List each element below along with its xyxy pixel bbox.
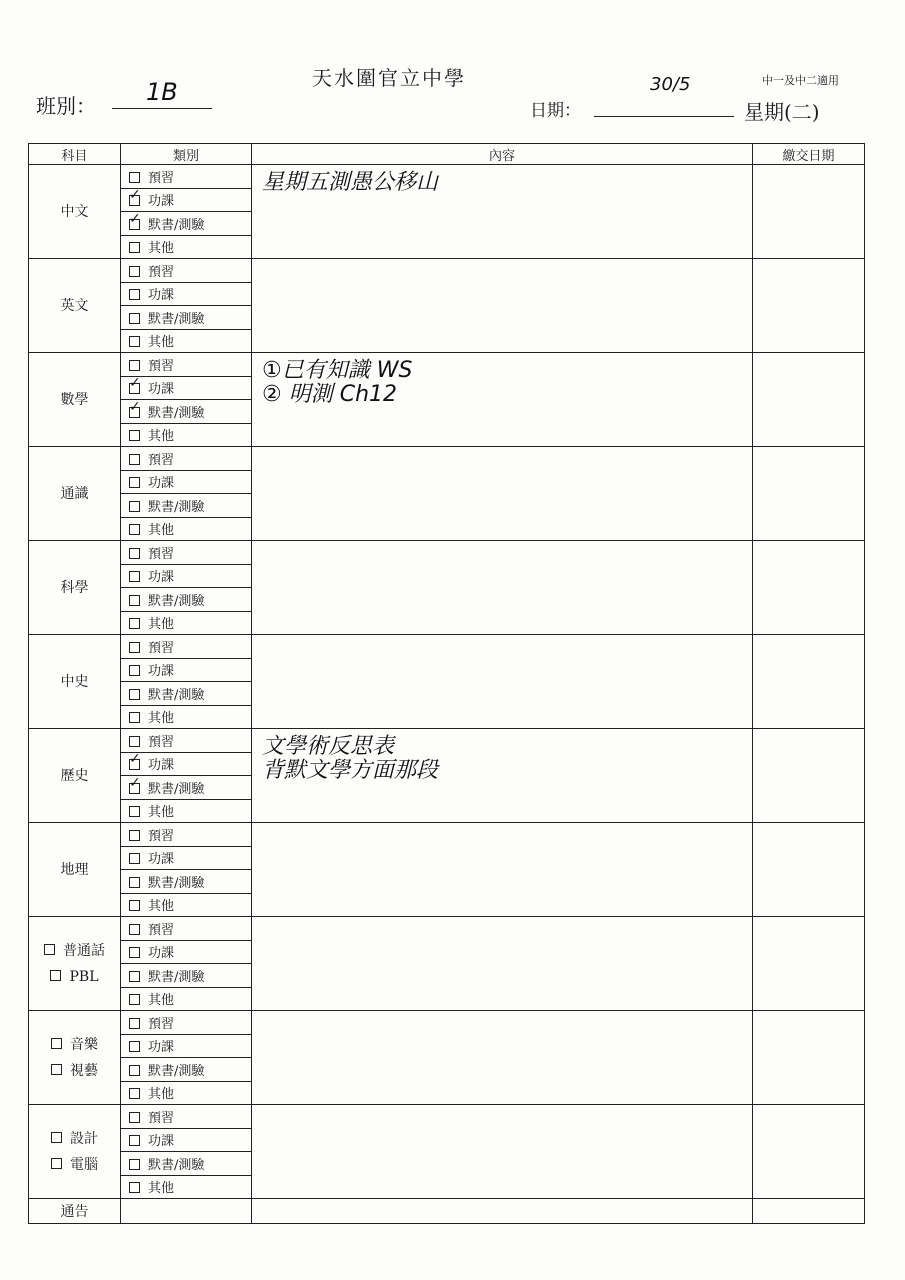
subject-name bbox=[29, 1126, 120, 1152]
content-cell[interactable] bbox=[252, 823, 753, 917]
category-item[interactable] bbox=[121, 470, 252, 494]
category-item[interactable] bbox=[121, 799, 252, 823]
category-label: 功課 bbox=[148, 194, 175, 210]
checkbox[interactable] bbox=[129, 1112, 140, 1123]
category-item[interactable] bbox=[121, 776, 252, 800]
category-label: 預習 bbox=[148, 734, 175, 750]
category-item[interactable] bbox=[121, 1034, 252, 1058]
checkbox[interactable] bbox=[129, 712, 140, 723]
category-label: 其他 bbox=[148, 617, 175, 633]
checkbox[interactable] bbox=[129, 524, 140, 535]
due-date-cell[interactable] bbox=[753, 1011, 865, 1105]
subject-label: 通識 bbox=[60, 485, 89, 502]
category-label: 功課 bbox=[148, 1040, 175, 1056]
checkbox[interactable] bbox=[129, 947, 140, 958]
subject-name bbox=[29, 857, 120, 883]
category-item[interactable] bbox=[121, 635, 252, 659]
category-item[interactable] bbox=[121, 1128, 252, 1152]
subject-label: 數學 bbox=[60, 391, 89, 408]
notice-cell[interactable] bbox=[121, 1199, 252, 1224]
school-name: 天水圍官立中學 bbox=[312, 66, 466, 90]
checkbox[interactable] bbox=[129, 1159, 140, 1170]
handwritten-notes bbox=[252, 823, 752, 835]
subject-name bbox=[29, 1032, 120, 1058]
checkbox[interactable] bbox=[129, 430, 140, 441]
category-label: 其他 bbox=[148, 711, 175, 727]
content-cell[interactable] bbox=[252, 1011, 753, 1105]
due-date-cell[interactable] bbox=[753, 259, 865, 353]
checkbox[interactable] bbox=[129, 642, 140, 653]
notice-label: 通告 bbox=[29, 1199, 121, 1224]
checkbox[interactable] bbox=[129, 1182, 140, 1193]
class-value: 1B bbox=[146, 78, 178, 106]
subject-name bbox=[29, 669, 120, 695]
category-label: 功課 bbox=[148, 758, 175, 774]
handwritten-notes bbox=[252, 1011, 752, 1023]
category-item[interactable] bbox=[121, 564, 252, 588]
checkbox[interactable] bbox=[129, 1065, 140, 1076]
category-item[interactable] bbox=[121, 1058, 252, 1082]
category-item[interactable] bbox=[121, 658, 252, 682]
table-row bbox=[29, 541, 865, 565]
note-line: ② 明測 Ch12 bbox=[262, 382, 398, 407]
checkbox[interactable] bbox=[129, 289, 140, 300]
subject-label: PBL bbox=[69, 968, 99, 985]
col-content: 內容 bbox=[252, 144, 753, 165]
category-item[interactable] bbox=[121, 259, 252, 283]
checkbox[interactable] bbox=[129, 830, 140, 841]
col-subject: 科目 bbox=[29, 144, 121, 165]
date-value: 30/5 bbox=[650, 74, 691, 95]
category-item[interactable] bbox=[121, 964, 252, 988]
category-label: 功課 bbox=[148, 852, 175, 868]
category-item[interactable] bbox=[121, 306, 252, 330]
category-label: 其他 bbox=[148, 1181, 175, 1197]
subject-name bbox=[29, 1152, 120, 1178]
category-label: 其他 bbox=[148, 899, 175, 915]
checked-checkbox[interactable] bbox=[129, 407, 140, 418]
category-label: 預習 bbox=[148, 358, 175, 374]
handwritten-notes bbox=[252, 259, 752, 271]
category-item[interactable] bbox=[121, 1175, 252, 1199]
due-date-cell[interactable] bbox=[753, 541, 865, 635]
usage-note: 中一及中二適用 bbox=[762, 74, 839, 87]
subject-checkbox[interactable] bbox=[51, 1132, 62, 1143]
subject-label: 地理 bbox=[60, 861, 89, 878]
weekday: 星期(二) bbox=[744, 100, 820, 124]
checkbox[interactable] bbox=[129, 571, 140, 582]
checkbox[interactable] bbox=[129, 172, 140, 183]
table-row bbox=[29, 165, 865, 189]
category-label: 預習 bbox=[148, 1110, 175, 1126]
category-item[interactable] bbox=[121, 870, 252, 894]
category-item[interactable] bbox=[121, 1152, 252, 1176]
category-item[interactable] bbox=[121, 987, 252, 1011]
due-date-cell[interactable] bbox=[753, 917, 865, 1011]
checkbox[interactable] bbox=[129, 360, 140, 371]
checked-checkbox[interactable] bbox=[129, 195, 140, 206]
checkbox[interactable] bbox=[129, 853, 140, 864]
checkbox[interactable] bbox=[129, 336, 140, 347]
category-item[interactable] bbox=[121, 494, 252, 518]
handwritten-notes bbox=[252, 1105, 752, 1117]
category-label: 功課 bbox=[148, 1134, 175, 1150]
note-line: 文學術反思表 bbox=[262, 734, 395, 759]
subject-label: 英文 bbox=[60, 297, 89, 314]
subject-cell bbox=[29, 635, 121, 729]
category-item[interactable] bbox=[121, 1081, 252, 1105]
subject-cell bbox=[29, 1105, 121, 1199]
handwritten-notes bbox=[252, 165, 752, 201]
handwritten-notes bbox=[252, 729, 752, 789]
category-label: 默書/測驗 bbox=[148, 593, 205, 609]
category-item[interactable] bbox=[121, 447, 252, 471]
category-item[interactable] bbox=[121, 282, 252, 306]
class-field[interactable] bbox=[112, 78, 212, 109]
subject-checkbox[interactable] bbox=[50, 970, 61, 981]
category-label: 默書/測驗 bbox=[148, 1157, 205, 1173]
subject-label: 設計 bbox=[70, 1130, 98, 1147]
table-row bbox=[29, 635, 865, 659]
category-label: 功課 bbox=[148, 382, 175, 398]
due-date-cell[interactable] bbox=[753, 353, 865, 447]
checked-checkbox[interactable] bbox=[129, 783, 140, 794]
subject-label: 音樂 bbox=[70, 1036, 98, 1053]
category-label: 其他 bbox=[148, 335, 175, 351]
table-row bbox=[29, 447, 865, 471]
due-date-cell[interactable] bbox=[753, 729, 865, 823]
category-label: 預習 bbox=[148, 828, 175, 844]
checkbox[interactable] bbox=[129, 242, 140, 253]
content-cell[interactable] bbox=[252, 1105, 753, 1199]
date-field[interactable] bbox=[594, 74, 734, 117]
category-item[interactable] bbox=[121, 235, 252, 259]
checkbox[interactable] bbox=[129, 477, 140, 488]
due-date-cell[interactable] bbox=[753, 635, 865, 729]
category-label: 其他 bbox=[148, 241, 175, 257]
checkbox[interactable] bbox=[129, 689, 140, 700]
notice-due[interactable] bbox=[753, 1199, 865, 1224]
category-label: 功課 bbox=[148, 288, 175, 304]
handwritten-notes bbox=[252, 353, 752, 413]
table-row bbox=[29, 259, 865, 283]
subject-name bbox=[29, 293, 120, 319]
category-label: 默書/測驗 bbox=[148, 1063, 205, 1079]
handwritten-notes bbox=[252, 917, 752, 929]
category-label: 默書/測驗 bbox=[148, 405, 205, 421]
category-item[interactable] bbox=[121, 752, 252, 776]
subject-label: 科學 bbox=[60, 579, 89, 596]
col-due: 繳交日期 bbox=[753, 144, 865, 165]
checked-checkbox[interactable] bbox=[129, 383, 140, 394]
category-label: 功課 bbox=[148, 946, 175, 962]
checkbox[interactable] bbox=[129, 313, 140, 324]
category-item[interactable] bbox=[121, 212, 252, 236]
subject-checkbox[interactable] bbox=[51, 1038, 62, 1049]
handwritten-notes bbox=[252, 447, 752, 459]
subject-label: 普通話 bbox=[63, 942, 105, 959]
content-cell[interactable] bbox=[252, 729, 753, 823]
subject-checkbox[interactable] bbox=[51, 1158, 62, 1169]
subject-name bbox=[29, 763, 120, 789]
content-cell[interactable] bbox=[252, 165, 753, 259]
subject-cell bbox=[29, 729, 121, 823]
category-label: 預習 bbox=[148, 264, 175, 280]
subject-label: 視藝 bbox=[70, 1062, 98, 1079]
category-label: 功課 bbox=[148, 570, 175, 586]
category-item[interactable] bbox=[121, 423, 252, 447]
category-label: 默書/測驗 bbox=[148, 875, 205, 891]
subject-name bbox=[29, 387, 120, 413]
subject-cell bbox=[29, 447, 121, 541]
checkbox[interactable] bbox=[129, 548, 140, 559]
checkbox[interactable] bbox=[129, 924, 140, 935]
subject-name bbox=[29, 1058, 120, 1084]
note-line: 星期五測愚公移山 bbox=[262, 170, 439, 195]
category-label: 預習 bbox=[148, 452, 175, 468]
subject-name bbox=[29, 575, 120, 601]
category-label: 其他 bbox=[148, 523, 175, 539]
checkbox[interactable] bbox=[129, 1041, 140, 1052]
due-date-cell[interactable] bbox=[753, 447, 865, 541]
checkbox[interactable] bbox=[129, 454, 140, 465]
subject-name bbox=[29, 938, 120, 964]
category-label: 預習 bbox=[148, 1016, 175, 1032]
subject-label: 歷史 bbox=[60, 767, 89, 784]
subject-cell bbox=[29, 917, 121, 1011]
category-label: 其他 bbox=[148, 993, 175, 1009]
category-item[interactable] bbox=[121, 682, 252, 706]
category-label: 預習 bbox=[148, 170, 175, 186]
subject-cell bbox=[29, 259, 121, 353]
checkbox[interactable] bbox=[129, 595, 140, 606]
category-label: 其他 bbox=[148, 429, 175, 445]
subject-label: 中文 bbox=[60, 203, 89, 220]
checkbox[interactable] bbox=[129, 900, 140, 911]
category-label: 默書/測驗 bbox=[148, 311, 205, 327]
col-category: 類別 bbox=[121, 144, 252, 165]
category-item[interactable] bbox=[121, 893, 252, 917]
class-label: 班別： bbox=[36, 94, 96, 118]
handwritten-notes bbox=[252, 635, 752, 647]
checkbox[interactable] bbox=[129, 806, 140, 817]
handwritten-notes bbox=[252, 541, 752, 553]
category-label: 功課 bbox=[148, 664, 175, 680]
table-row bbox=[29, 1105, 865, 1129]
checkbox[interactable] bbox=[129, 665, 140, 676]
category-item[interactable] bbox=[121, 940, 252, 964]
category-item[interactable] bbox=[121, 1105, 252, 1129]
checkbox[interactable] bbox=[129, 1088, 140, 1099]
category-item[interactable] bbox=[121, 729, 252, 753]
table-row bbox=[29, 353, 865, 377]
homework-table bbox=[28, 143, 865, 1224]
category-label: 其他 bbox=[148, 1087, 175, 1103]
category-item[interactable] bbox=[121, 517, 252, 541]
category-item[interactable] bbox=[121, 705, 252, 729]
checkbox[interactable] bbox=[129, 971, 140, 982]
note-line: 背默文學方面那段 bbox=[262, 758, 439, 783]
category-label: 默書/測驗 bbox=[148, 499, 205, 515]
category-item[interactable] bbox=[121, 611, 252, 635]
subject-name bbox=[29, 481, 120, 507]
date-label: 日期： bbox=[530, 101, 581, 121]
category-item[interactable] bbox=[121, 353, 252, 377]
subject-name bbox=[29, 964, 120, 990]
checkbox[interactable] bbox=[129, 266, 140, 277]
category-label: 默書/測驗 bbox=[148, 969, 205, 985]
category-label: 默書/測驗 bbox=[148, 781, 205, 797]
category-label: 默書/測驗 bbox=[148, 687, 205, 703]
checkbox[interactable] bbox=[129, 501, 140, 512]
checkbox[interactable] bbox=[129, 1018, 140, 1029]
category-item[interactable] bbox=[121, 917, 252, 941]
subject-cell bbox=[29, 823, 121, 917]
subject-label: 電腦 bbox=[70, 1156, 98, 1173]
checkbox[interactable] bbox=[129, 1135, 140, 1146]
table-row bbox=[29, 1011, 865, 1035]
content-cell[interactable] bbox=[252, 353, 753, 447]
subject-label: 中史 bbox=[60, 673, 89, 690]
subject-checkbox[interactable] bbox=[44, 944, 55, 955]
category-item[interactable] bbox=[121, 329, 252, 353]
due-date-cell[interactable] bbox=[753, 165, 865, 259]
category-label: 其他 bbox=[148, 805, 175, 821]
checkbox[interactable] bbox=[129, 994, 140, 1005]
category-item[interactable] bbox=[121, 400, 252, 424]
checked-checkbox[interactable] bbox=[129, 759, 140, 770]
table-row bbox=[29, 917, 865, 941]
content-cell[interactable] bbox=[252, 447, 753, 541]
subject-cell bbox=[29, 353, 121, 447]
category-item[interactable] bbox=[121, 541, 252, 565]
header-row bbox=[29, 144, 865, 165]
category-label: 預習 bbox=[148, 546, 175, 562]
subject-cell bbox=[29, 165, 121, 259]
checkbox[interactable] bbox=[129, 736, 140, 747]
category-label: 預習 bbox=[148, 640, 175, 656]
table-row bbox=[29, 729, 865, 753]
category-item[interactable] bbox=[121, 1011, 252, 1035]
category-item[interactable] bbox=[121, 165, 252, 189]
category-label: 默書/測驗 bbox=[148, 217, 205, 233]
category-label: 功課 bbox=[148, 476, 175, 492]
category-item[interactable] bbox=[121, 188, 252, 212]
notice-content[interactable] bbox=[252, 1199, 753, 1224]
subject-checkbox[interactable] bbox=[51, 1064, 62, 1075]
subject-cell bbox=[29, 541, 121, 635]
content-cell[interactable] bbox=[252, 259, 753, 353]
checkbox[interactable] bbox=[129, 877, 140, 888]
note-line: ①已有知識 WS bbox=[262, 358, 413, 383]
content-cell[interactable] bbox=[252, 635, 753, 729]
notice-row bbox=[29, 1199, 865, 1224]
category-item[interactable] bbox=[121, 823, 252, 847]
category-item[interactable] bbox=[121, 846, 252, 870]
content-cell[interactable] bbox=[252, 541, 753, 635]
table-row bbox=[29, 823, 865, 847]
subject-cell bbox=[29, 1011, 121, 1105]
category-item[interactable] bbox=[121, 588, 252, 612]
subject-name bbox=[29, 199, 120, 225]
due-date-cell[interactable] bbox=[753, 823, 865, 917]
due-date-cell[interactable] bbox=[753, 1105, 865, 1199]
category-item[interactable] bbox=[121, 376, 252, 400]
checked-checkbox[interactable] bbox=[129, 219, 140, 230]
category-label: 預習 bbox=[148, 922, 175, 938]
content-cell[interactable] bbox=[252, 917, 753, 1011]
checkbox[interactable] bbox=[129, 618, 140, 629]
